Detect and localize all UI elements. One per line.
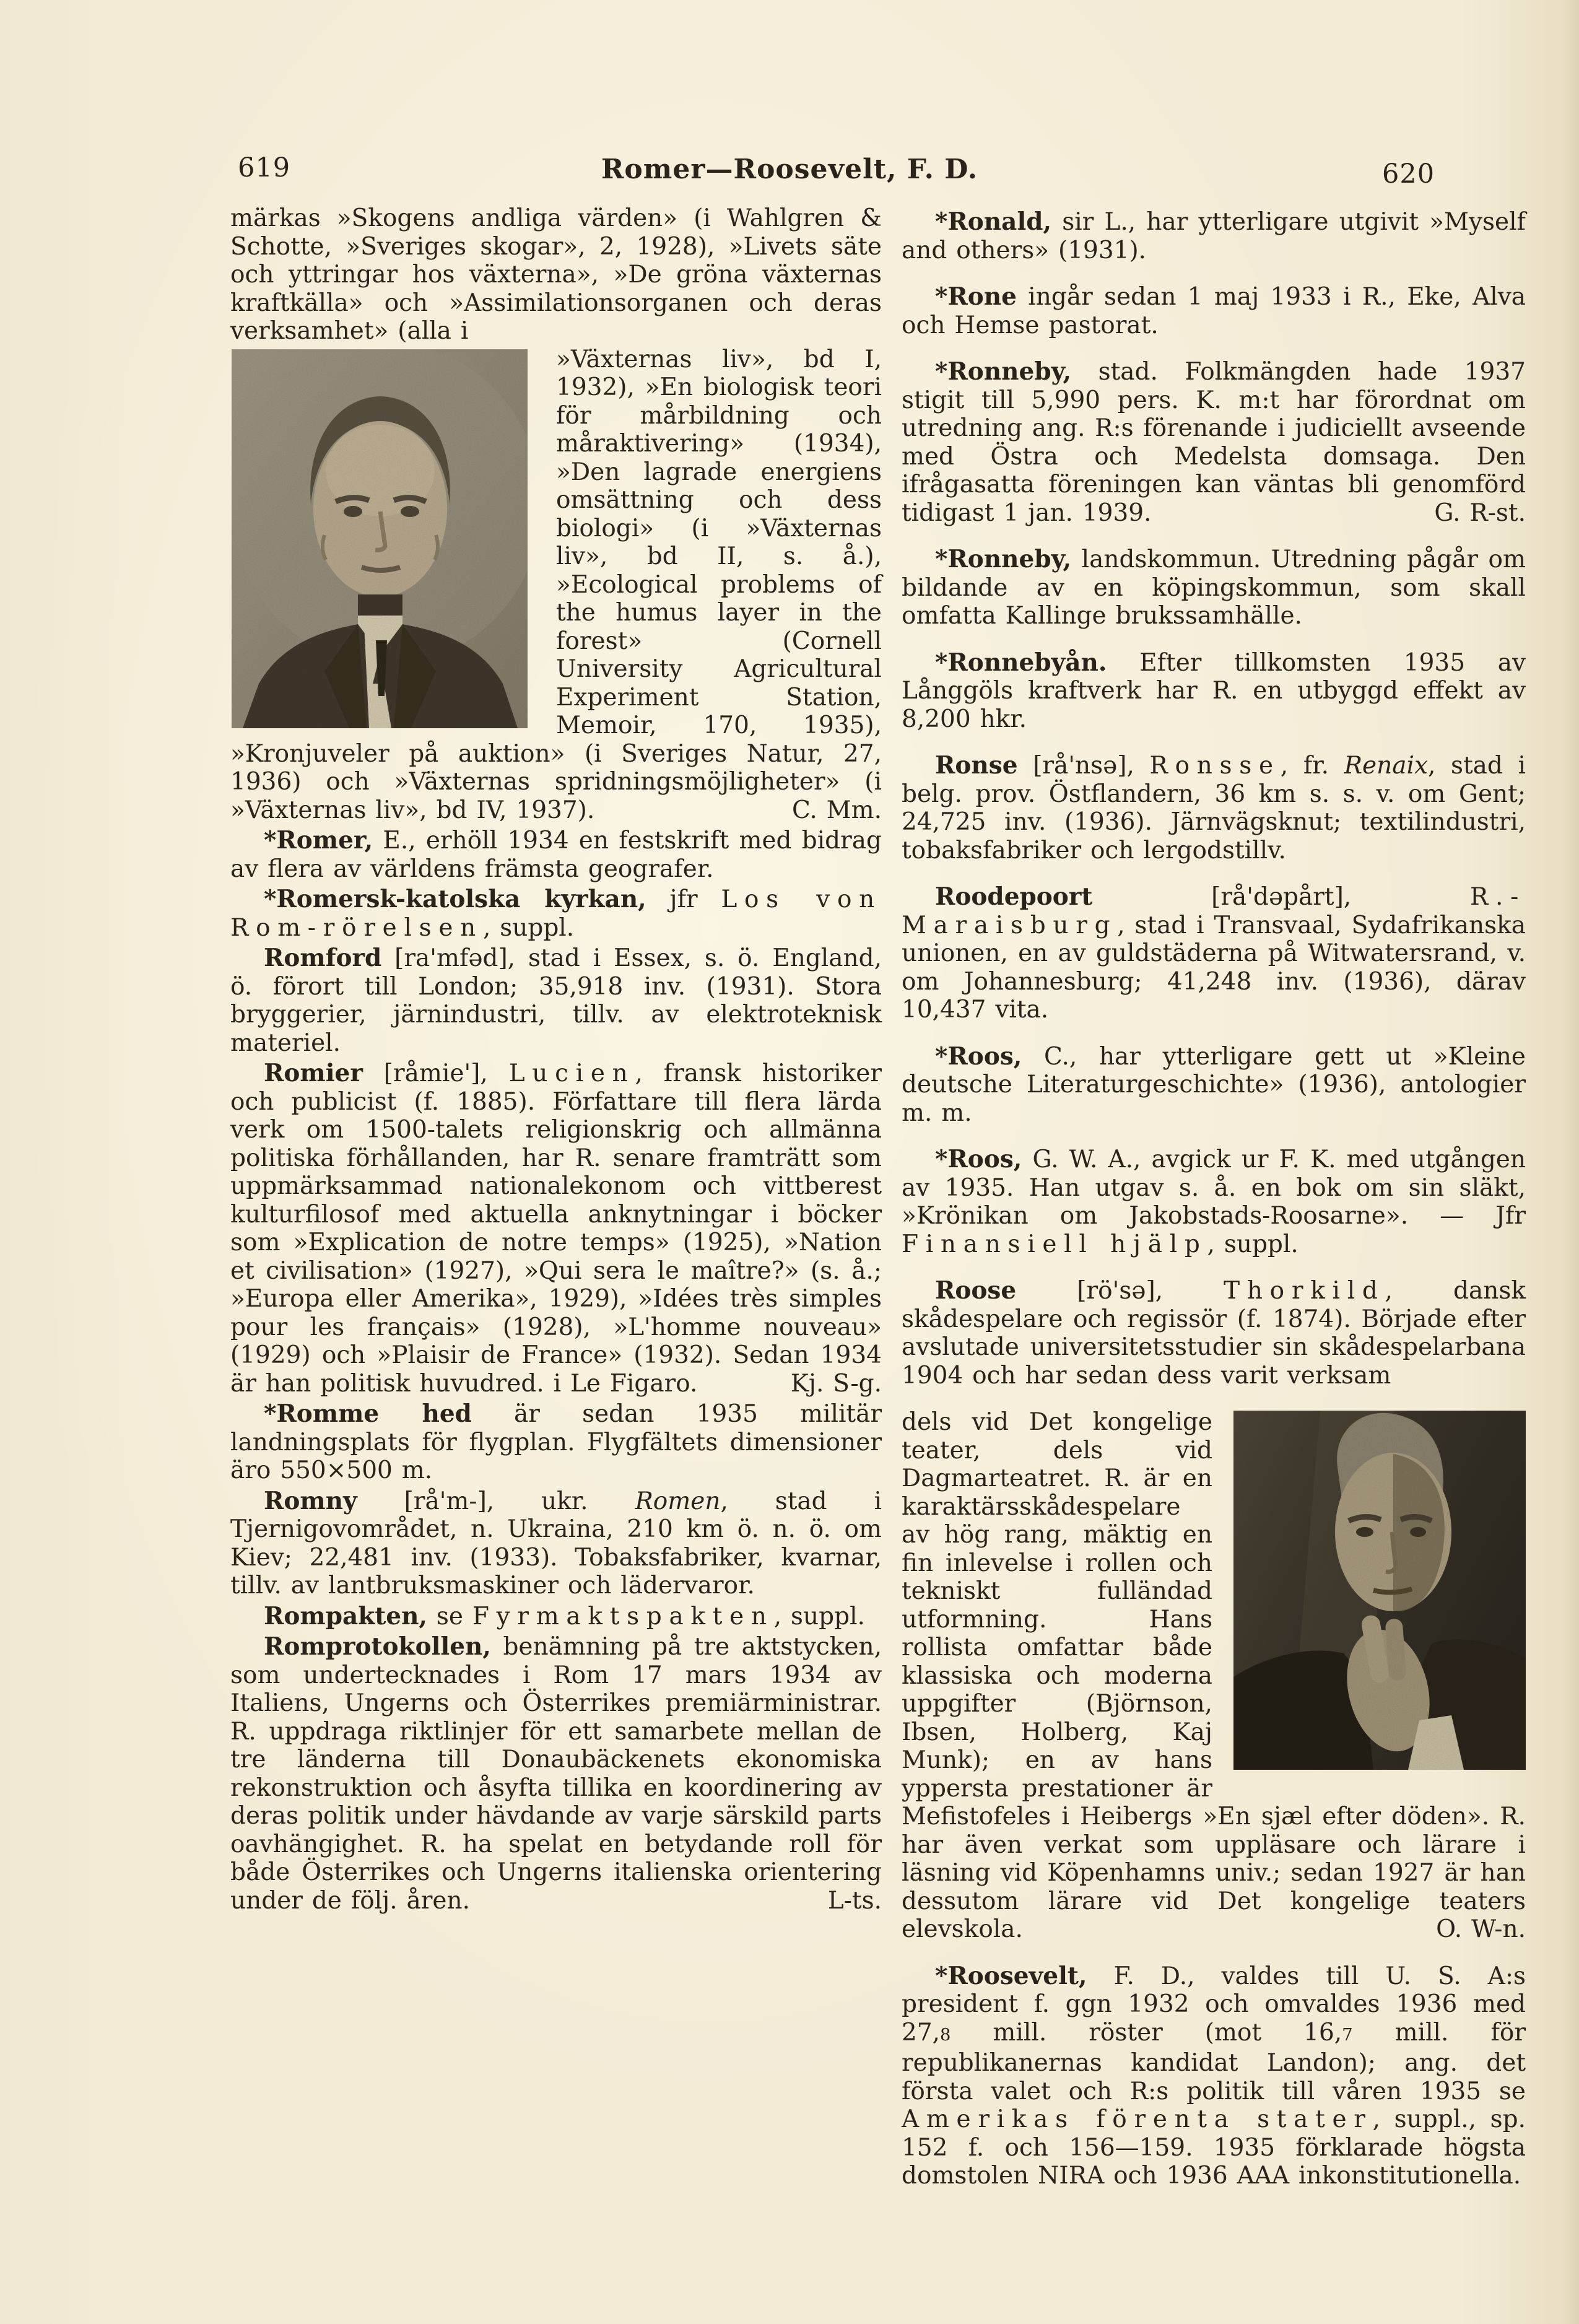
text-segment: [rå'nsə], [1017, 752, 1150, 780]
text-column-right [902, 208, 1526, 2209]
entry-headword: Roose [935, 1276, 1017, 1305]
entry-headword: Romford [264, 944, 382, 972]
text-segment: , dansk skådespelare och regissör (f. 1874). Började efter avslutade universitetsstudier sin skådespelarbana 1904 och har sedan dess varit verksam [902, 1277, 1526, 1390]
entry-headword: *Roosevelt, [935, 1961, 1087, 1990]
text-segment: , stad i Transvaal, Sydafrikanska unionen, en av guldstäderna på Witwatersrand, v. om Johannesburg; 41,248 inv. (1936), därav 10,437 vita. [902, 911, 1526, 1024]
entry-romersk-katolska-kyrkan [230, 886, 882, 942]
continued-entry-part-2 [230, 346, 882, 825]
text-segment: benämning på tre aktstycken, som undertecknades i Rom 17 mars 1934 av Italiens, Ungerns och Österrikes premiärministrar. R. uppdraga riktlinjer för ett samarbete mellan de tre länderna till Donaubäckenets ekonomiska rekonstruktion och åsyfta tillika en koordinering av deras politik under hävdande av varje särskild parts oavhängighet. R. ha spelat en betydande roll för både Österrikes och Ungerns italienska orientering under de följ. åren. [230, 1633, 882, 1915]
entry-headword: *Ronneby, [935, 357, 1072, 386]
text-segment: , fransk historiker och publicist (f. 1885). Författare till flera lärda verk om 1500-talets religionskrig och allmänna politiska förhållanden, har R. senare framträtt som uppmärksammad nationalekonom och vittberest kulturfilosof med aktuella anknytningar i böcker som »Explication de notre temps» (1925), »Nation et civilisation» (1927), »Qui sera le maître?» (s. å.; »Europa eller Amerika», 1929), »Idées très simples pour les français» (1928), »L'homme nouveau» (1929) och »Plaisir de France» (1932). Sedan 1934 är han politisk huvudred. i Le Figaro. [230, 1060, 882, 1398]
entry-romny [230, 1487, 882, 1600]
entry-roose-part-1 [902, 1277, 1526, 1390]
letterspaced-reference: Thorkild [1224, 1277, 1385, 1305]
text-segment: C., har ytterligare gett ut »Kleine deutsche Literaturgeschichte» (1936), antologier m. m. [902, 1042, 1526, 1127]
entry-headword: *Roos, [935, 1042, 1022, 1071]
text-segment: , stad i Tjernigovområdet, n. Ukraina, 210 km ö. n. ö. om Kiev; 22,481 inv. (1933). Tobaksfabriker, kvarnar, tillv. av lantbruksmaskiner och lädervaror. [230, 1487, 882, 1599]
text-segment: är sedan 1935 militär landningsplats för flygplan. Flygfältets dimensioner äro 550×500 m. [230, 1400, 882, 1484]
decimal-small-digit: 7 [1342, 2025, 1353, 2045]
text-segment: [rö'sə], [1016, 1277, 1224, 1305]
entry-rompakten [230, 1603, 882, 1631]
entry-romer-e [230, 827, 882, 883]
entry-roos-c [902, 1043, 1526, 1128]
entry-rone [902, 283, 1526, 339]
text-segment: [råmie'], [362, 1060, 509, 1087]
entry-headword: Rompakten, [264, 1601, 428, 1630]
text-segment: , suppl. [773, 1602, 865, 1630]
entry-romier [230, 1060, 882, 1398]
text-segment: [rå'dəpårt], [1092, 883, 1470, 911]
entry-headword: *Rone [935, 282, 1017, 311]
entry-roose-part-2 [902, 1408, 1526, 1944]
text-segment: sir L., har ytterligare utgivit »Myself and others» (1931). [902, 208, 1526, 264]
running-title: Romer—Roosevelt, F. D. [601, 154, 978, 185]
text-segment: »Växternas liv», bd I, 1932), »En biologisk teori för mårbildning och måraktivering» (1934), »Den lagrade energiens omsättning och dess biologi» (i »Växternas liv», bd II, s. å.), »Ecological problems of the humus layer in the forest» (Cornell University Agricultural Experiment Station, Memoir, 170, 1935), »Kronjuveler på auktion» (i Sveriges Natur, 27, 1936) och »Växternas spridningsmöjligheter» (i »Växternas liv», bd IV, 1937). [230, 345, 882, 824]
text-segment: mill. för republikanernas kandidat Landon); ang. det första valet och R:s politik till våren 1935 se [902, 2018, 1526, 2105]
entry-headword: Roodepoort [935, 882, 1093, 911]
italic-term: Romen [635, 1487, 721, 1515]
text-segment: , stad i belg. prov. Östflandern, 36 km s. s. v. om Gent; 24,725 inv. (1936). Järnvägsknut; textilindustri, tobaksfabriker och lergodstillv. [902, 752, 1526, 864]
entry-headword: Romier [264, 1059, 363, 1087]
continued-entry-part-1 [230, 204, 882, 346]
entry-headword: *Romersk-katolska kyrkan, [264, 885, 646, 913]
entry-headword: *Ronneby, [935, 545, 1072, 573]
entry-headword: *Romer, [264, 826, 373, 855]
entry-ronneby-landskommun [902, 546, 1526, 630]
text-segment: Efter tillkomsten 1935 av Långgöls kraftverk har R. en utbyggd effekt av 8,200 hkr. [902, 648, 1526, 733]
text-segment: mill. röster (mot 16, [950, 2018, 1342, 2047]
letterspaced-reference: Ronsse [1149, 752, 1281, 780]
decimal-small-digit: 8 [940, 2025, 951, 2045]
text-segment: jfr [646, 886, 721, 913]
italic-term: Renaix [1344, 752, 1428, 780]
page-number-right: 620 [1382, 159, 1435, 189]
author-signature: Kj. S-g. [790, 1369, 882, 1398]
letterspaced-reference: Lucien [508, 1060, 635, 1087]
entry-romford [230, 944, 882, 1057]
author-signature: L-ts. [827, 1886, 882, 1915]
text-segment: märkas »Skogens andliga värden» (i Wahlgren & Schotte, »Sveriges skogar», 2, 1928), »Livets säte och yttringar hos växterna», »De gröna växternas kraftkälla» och »Assimilationsorganen och deras verksamhet» (alla i [230, 204, 882, 345]
entry-ronald [902, 208, 1526, 264]
letterspaced-reference: Fyrmaktspakten [472, 1602, 774, 1630]
text-column-left [230, 204, 882, 1917]
text-segment: landskommun. Utredning pågår om bildande av en köpingskommun, som skall omfatta Kallinge brukssamhälle. [902, 546, 1526, 630]
text-segment: , fr. [1280, 752, 1344, 780]
entry-headword: *Roos, [935, 1145, 1022, 1173]
entry-roodepoort [902, 883, 1526, 1024]
text-segment: [rå'm-], ukr. [357, 1487, 635, 1515]
letterspaced-reference: Amerikas förenta stater [902, 2105, 1373, 2133]
page-number-left: 619 [238, 152, 291, 183]
entry-headword: *Ronnebyån. [935, 648, 1107, 677]
entry-headword: *Romme hed [264, 1399, 472, 1428]
text-segment: ingår sedan 1 maj 1933 i R., Eke, Alva och Hemse pastorat. [902, 283, 1526, 339]
author-signature: O. W-n. [1436, 1915, 1526, 1943]
entry-roos-g-w-a [902, 1146, 1526, 1258]
entry-ronneby-stad [902, 358, 1526, 527]
text-segment: F. D., valdes till U. S. A:s president f. ggn 1932 och omvaldes 1936 med 27, [902, 1962, 1526, 2047]
entry-headword: Ronse [935, 751, 1018, 780]
entry-headword: Romny [264, 1486, 357, 1515]
entry-ronnebyan [902, 649, 1526, 734]
text-segment: [ra'mfəd], stad i Essex, s. ö. England, ö. förort till London; 35,918 inv. (1931). Stora bryggerier, järnindustri, tillv. av elektroteknisk materiel. [230, 944, 882, 1057]
text-segment: , suppl. [1207, 1230, 1298, 1258]
text-segment: , suppl. [482, 913, 575, 942]
text-segment: G. W. A., avgick ur F. K. med utgången av 1935. Han utgav s. å. en bok om sin släkt, »Krönikan om Jakobstads-Roosarne». — Jfr [902, 1146, 1526, 1230]
text-segment: dels vid Det kongelige teater, dels vid Dagmarteatret. R. är en karaktärsskådespelare av hög rang, mäktig en fin inlevelse i rollen och tekniskt fulländad utformning. Hans rollista omfattar både klassiska och moderna uppgifter (Björnson, Ibsen, Holberg, Kaj Munk); en av hans yppersta prestationer är Mefistofeles i Heibergs »En sjæl efter döden». R. har även verkat som uppläsare och lärare i läsning vid Köpenhamns univ.; sedan 1927 är han dessutom lärare vid Det kongelige teaters elevskola. [902, 1408, 1526, 1943]
entry-headword: Romprotokollen, [264, 1632, 491, 1661]
text-segment: , suppl., sp. 152 f. och 156—159. 1935 förklarade högsta domstolen NIRA och 1936 AAA inkonstitutionella. [902, 2105, 1526, 2190]
author-signature: G. R-st. [1434, 498, 1526, 527]
letterspaced-reference: Los von Rom-rörelsen [230, 886, 882, 942]
portrait-photo-man-in-suit [232, 349, 528, 728]
author-signature: C. Mm. [791, 796, 882, 824]
entry-romprotokollen [230, 1633, 882, 1915]
entry-romme-hed [230, 1400, 882, 1485]
letterspaced-reference: Finansiell hjälp [902, 1230, 1207, 1258]
text-segment: stad. Folkmängden hade 1937 stigit till 5,990 pers. K. m:t har förordnat om utredning ang. R:s förenande i judiciellt avseende med Östra och Medelsta domsaga. Den ifrågasatta föreningen kan väntas bli genomförd tidigast 1 jan. 1939. [902, 358, 1526, 527]
portrait-photo-man-hand-on-chin [1233, 1411, 1526, 1770]
text-segment: se [427, 1602, 472, 1630]
letterspaced-reference: R.-Maraisburg [902, 883, 1526, 939]
entry-headword: *Ronald, [935, 207, 1052, 236]
entry-ronse [902, 752, 1526, 864]
text-segment: E., erhöll 1934 en festskrift med bidrag av flera av världens främsta geografer. [230, 827, 882, 883]
entry-roosevelt-f-d [902, 1962, 1526, 2190]
